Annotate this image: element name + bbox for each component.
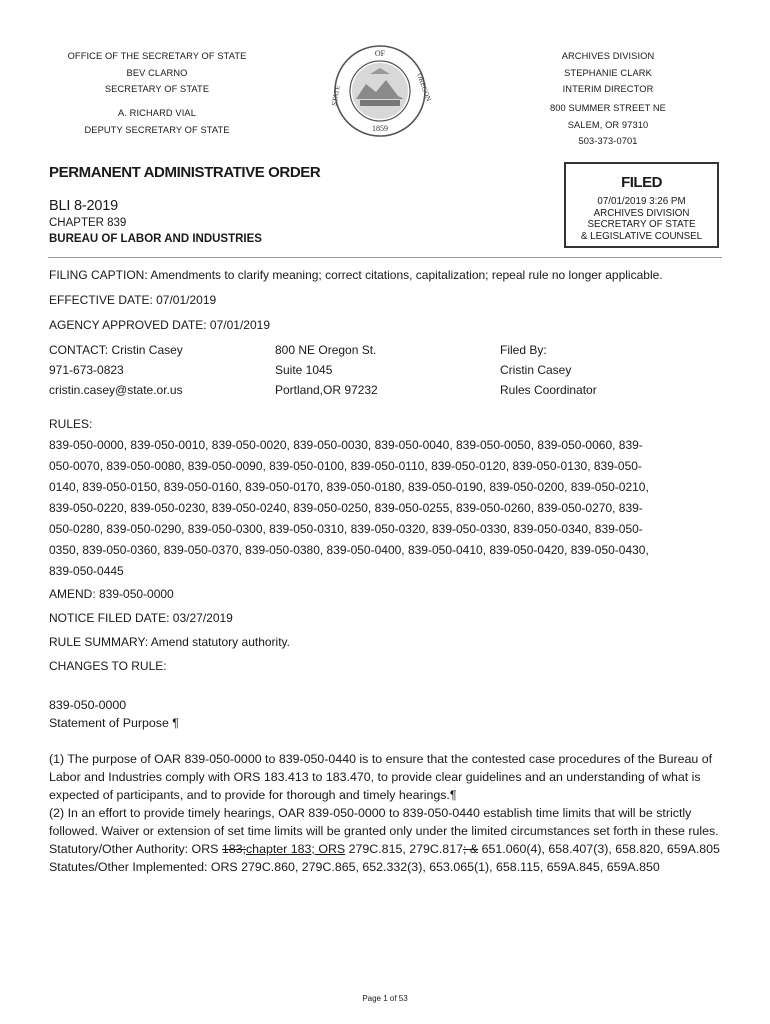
header-street: 800 SUMMER STREET NE — [549, 103, 666, 113]
authority-suffix: 651.060(4), 658.407(3), 658.820, 659A.805 — [478, 842, 720, 856]
rules-line: 839-050-0445 — [49, 564, 124, 578]
header-city: SALEM, OR 97310 — [567, 120, 649, 130]
header-secretary-name: BEV CLARNO — [126, 68, 188, 78]
filed-by-title: Rules Coordinator — [500, 383, 597, 397]
authority-mid: 279C.815, 279C.817 — [345, 842, 463, 856]
seal-of-text: OF — [374, 49, 386, 58]
contact-city: Portland,OR 97232 — [275, 383, 378, 397]
rule-paragraph-2: (2) In an effort to provide timely hearings, OAR 839-050-0000 to 839-050-0440 establish time limits that will be strictly followed. Waiver or extension of set time limits will be granted only under the limited circumstances set forth in these rules. — [49, 806, 719, 838]
authority-deleted-text-2: ; & — [462, 842, 479, 856]
page-footer: Page 1 of 53 — [362, 994, 408, 1003]
section-divider — [48, 257, 722, 258]
authority-inserted-text: chapter 183; ORS — [245, 842, 346, 856]
oregon-state-seal — [326, 44, 434, 138]
rules-line: 839-050-0220, 839-050-0230, 839-050-0240, 839-050-0250, 839-050-0255, 839-050-0260, 839-050-0270, 839- — [49, 501, 643, 515]
seal-year-text: 1859 — [372, 124, 388, 133]
filed-division: ARCHIVES DIVISION — [593, 207, 690, 219]
rule-number: 839-050-0000 — [49, 698, 127, 712]
seal-state-text: STATE — [330, 84, 342, 107]
filed-secretary: SECRETARY OF STATE — [587, 219, 696, 230]
authority-prefix: Statutory/Other Authority: ORS — [49, 842, 222, 856]
filed-counsel: & LEGISLATIVE COUNSEL — [580, 230, 703, 242]
header-director-name: STEPHANIE CLARK — [564, 68, 652, 78]
rules-list — [49, 414, 719, 582]
notice-filed-date: NOTICE FILED DATE: 03/27/2019 — [49, 611, 233, 625]
contact-email[interactable]: cristin.casey@state.or.us — [49, 383, 183, 397]
order-title: PERMANENT ADMINISTRATIVE ORDER — [49, 164, 321, 181]
changes-to-rule: CHANGES TO RULE: — [49, 659, 167, 673]
contact-street: 800 NE Oregon St. — [275, 343, 377, 357]
header-phone: 503-373-0701 — [578, 136, 638, 146]
filed-label: FILED — [621, 174, 662, 191]
filed-by-name: Cristin Casey — [500, 363, 572, 377]
rules-line: 0140, 839-050-0150, 839-050-0160, 839-050-0170, 839-050-0180, 839-050-0190, 839-050-0200, 839-050-0210, — [49, 480, 649, 494]
header-director-title: INTERIM DIRECTOR — [562, 84, 654, 94]
header-archives: ARCHIVES DIVISION — [561, 51, 655, 61]
rule-paragraph-1: (1) The purpose of OAR 839-050-0000 to 839-050-0440 is to ensure that the contested case procedures of the Bureau of Labor and Industries comply with ORS 183.413 to 183.470, to provide clear guidelines and an understanding of what is expected of participants, and to provide for thorough and timely hearings.¶ — [49, 752, 713, 802]
statutes-implemented: Statutes/Other Implemented: ORS 279C.860, 279C.865, 652.332(3), 653.065(1), 658.115, 659A.845, 659A.850 — [49, 860, 660, 874]
rules-line: 839-050-0000, 839-050-0010, 839-050-0020, 839-050-0030, 839-050-0040, 839-050-0050, 839-050-0060, 839- — [49, 438, 643, 452]
header-deputy-title: DEPUTY SECRETARY OF STATE — [84, 125, 230, 135]
rule-heading: Statement of Purpose ¶ — [49, 716, 179, 730]
contact-suite: Suite 1045 — [275, 363, 333, 377]
effective-date: EFFECTIVE DATE: 07/01/2019 — [49, 293, 217, 307]
header-office: OFFICE OF THE SECRETARY OF STATE — [67, 51, 247, 61]
amend-line: AMEND: 839-050-0000 — [49, 587, 174, 601]
seal-oregon-text: OREGON — [415, 72, 433, 103]
contact-phone: 971-673-0823 — [49, 363, 124, 377]
header-deputy-name: A. RICHARD VIAL — [118, 108, 196, 118]
header-secretary-title: SECRETARY OF STATE — [104, 84, 210, 94]
agency-approved-date: AGENCY APPROVED DATE: 07/01/2019 — [49, 318, 270, 332]
order-agency: BUREAU OF LABOR AND INDUSTRIES — [49, 233, 262, 245]
rules-label: RULES: — [49, 417, 93, 431]
filed-by-label: Filed By: — [500, 343, 547, 357]
rule-body — [49, 696, 724, 876]
order-chapter: CHAPTER 839 — [49, 217, 127, 229]
filing-caption: FILING CAPTION: Amendments to clarify meaning; correct citations, capitalization; repeal rule no longer applicable. — [49, 268, 663, 282]
rules-line: 050-0070, 839-050-0080, 839-050-0090, 839-050-0100, 839-050-0110, 839-050-0120, 839-050-0130, 839-050- — [49, 459, 642, 473]
filed-stamp — [564, 162, 719, 248]
rule-summary: RULE SUMMARY: Amend statutory authority. — [49, 635, 290, 649]
rules-line: 050-0280, 839-050-0290, 839-050-0300, 839-050-0310, 839-050-0320, 839-050-0330, 839-050-0340, 839-050- — [49, 522, 643, 536]
statutory-authority — [49, 840, 724, 858]
order-id: BLI 8-2019 — [49, 198, 118, 214]
authority-deleted-text: 183; — [221, 842, 246, 856]
rules-line: 0350, 839-050-0360, 839-050-0370, 839-050-0380, 839-050-0400, 839-050-0410, 839-050-0420, 839-050-0430, — [49, 543, 649, 557]
contact-name: CONTACT: Cristin Casey — [49, 343, 183, 357]
filed-datetime: 07/01/2019 3:26 PM — [597, 196, 686, 207]
